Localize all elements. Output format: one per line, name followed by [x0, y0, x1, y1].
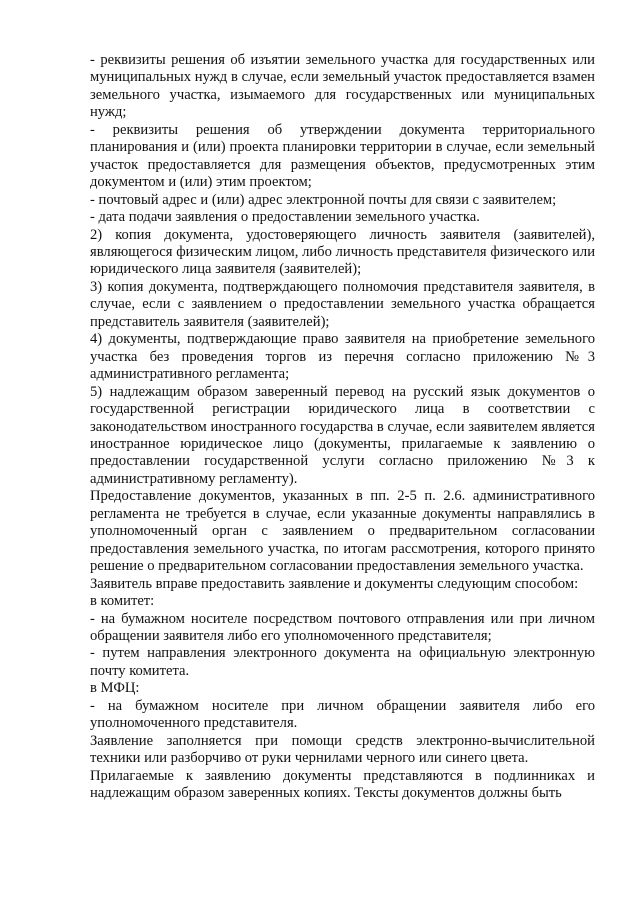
paragraph-submission-methods: Заявитель вправе предоставить заявление и документы следующим способом:: [90, 575, 579, 592]
paragraph-to-committee: в комитет:: [90, 593, 155, 610]
paragraph-to-mfc: в МФЦ:: [90, 680, 140, 697]
paragraph-item-4: 4) документы, подтверждающие право заявителя на приобретение земельного участка без проведения торгов из перечня согласно приложению №3 административного регламента;: [90, 331, 595, 383]
paragraph-requisites-withdrawal: - реквизиты решения об изъятии земельного участка для государственных или муниципальных нужд в случае, если земельный участок предоставляется взамен земельного участка, изымаемого для государственных или муниципальных нужд;: [90, 52, 595, 121]
paragraph-paper-personal: - на бумажном носителе при личном обращении заявителя либо его уполномоченного представителя.: [90, 697, 595, 732]
paragraph-item-5: 5) надлежащим образом заверенный перевод на русский язык документов о государственной регистрации юридического лица в соответствии с законодательством иностранного государства в случае, если заявителем является иностранное юридическое лицо (документы, прилагаемые к заявлению о предоставлении государственной услуги согласно приложению №3 к административному регламенту).: [90, 383, 595, 487]
paragraph-filling-rules: Заявление заполняется при помощи средств электронно-вычислительной техники или разборчиво от руки чернилами черного или синего цвета.: [90, 732, 595, 767]
paragraph-documents-not-required: Предоставление документов, указанных в пп. 2-5 п. 2.6. административного регламента не требуется в случае, если указанные документы направлялись в уполномоченный орган с заявлением о предварительном согласовании предоставления земельного участка, по итогам рассмотрения, которого принято решение о предварительном согласовании предоставления земельного участка.: [90, 488, 595, 575]
paragraph-attachments: Прилагаемые к заявлению документы представляются в подлинниках и надлежащим образом заверенных копиях. Тексты документов должны быть: [90, 767, 595, 802]
paragraph-application-date: - дата подачи заявления о предоставлении земельного участка.: [90, 209, 480, 226]
paragraph-item-3: 3) копия документа, подтверждающего полномочия представителя заявителя, в случае, если с заявлением о предоставлении земельного участка обращается представитель заявителя (заявителей);: [90, 278, 595, 330]
paragraph-postal-address: - почтовый адрес и (или) адрес электронной почты для связи с заявителем;: [90, 191, 557, 208]
paragraph-requisites-planning: - реквизиты решения об утверждении документа территориального планирования и (или) проекта планировки территории в случае, если земельный участок предоставляется для размещения объектов, предусмотренных этим документом и (или) этим проектом;: [90, 121, 595, 191]
paragraph-item-2: 2) копия документа, удостоверяющего личность заявителя (заявителей), являющегося физическим лицом, либо личность представителя физического или юридического лица заявителя (заявителей);: [90, 226, 595, 278]
paragraph-electronic-mail: - путем направления электронного документа на официальную электронную почту комитета.: [90, 645, 595, 679]
document-page: [90, 52, 595, 802]
paragraph-paper-mail: - на бумажном носителе посредством почтового отправления или при личном обращении заявителя либо его уполномоченного представителя;: [90, 610, 595, 644]
